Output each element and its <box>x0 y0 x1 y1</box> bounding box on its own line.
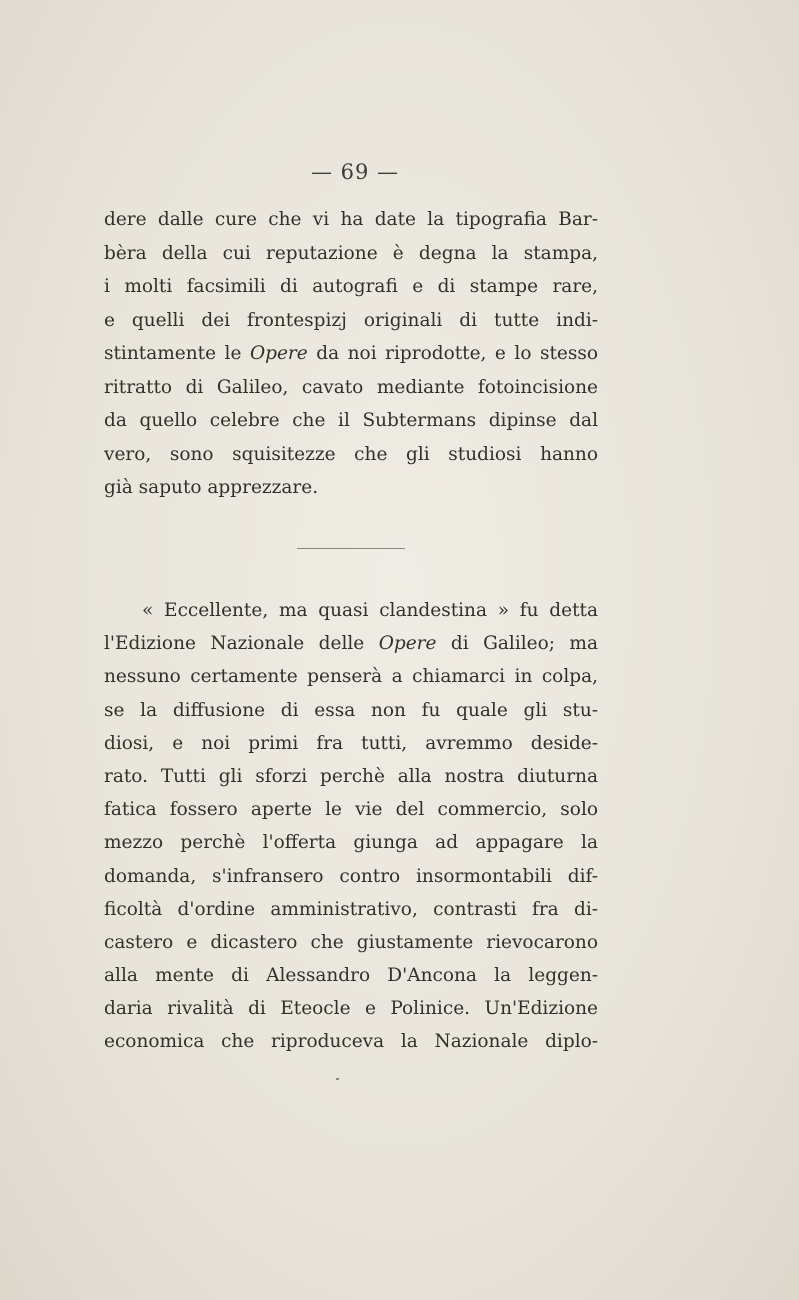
text-line <box>104 627 598 660</box>
italic-title-opere: Opere <box>378 633 437 655</box>
text-line: mezzo perchè l'offerta giunga ad appagare la <box>104 832 598 854</box>
text-line: nessuno certamente penserà a chiamarci in colpa, <box>104 666 598 688</box>
text-line: dere dalle cure che vi ha date la tipografia Bar- <box>104 209 598 230</box>
text-line: fatica fossero aperte le vie del commercio, solo <box>104 799 598 821</box>
text-line <box>104 337 598 371</box>
text-line: « Eccellente, ma quasi clandestina » fu detta <box>142 600 598 621</box>
text-line: già saputo apprezzare. <box>104 477 319 498</box>
text-line: ritratto di Galileo, cavato mediante fotoincisione <box>104 376 598 398</box>
text-line: castero e dicastero che giustamente rievocarono <box>104 931 598 953</box>
text-line: ficoltà d'ordine amministrativo, contrasti fra di- <box>104 898 598 920</box>
text-line: rato. Tutti gli sforzi perchè alla nostra diuturna <box>104 765 598 787</box>
text-segment: stintamente le <box>104 343 250 364</box>
text-segment: da noi riprodotte, e lo stesso <box>307 343 598 364</box>
text-line: domanda, s'infransero contro insormontabili dif- <box>104 865 598 887</box>
text-line: da quello celebre che il Subtermans dipinse dal <box>104 410 598 431</box>
paragraph-1 <box>104 203 598 505</box>
text-line: vero, sono squisitezze che gli studiosi hanno <box>104 443 598 465</box>
ink-speck <box>336 1078 339 1080</box>
italic-title-opere: Opere <box>249 343 308 364</box>
text-segment: l'Edizione Nazionale delle <box>104 633 379 655</box>
section-divider <box>297 548 405 549</box>
text-segment: di Galileo; ma <box>436 633 598 655</box>
text-line: alla mente di Alessandro D'Ancona la leggen- <box>104 965 598 987</box>
text-line: economica che riproduceva la Nazionale diplo- <box>104 1031 598 1053</box>
text-line: diosi, e noi primi fra tutti, avremmo deside- <box>104 732 598 754</box>
text-line: i molti facsimili di autografi e di stampe rare, <box>104 276 598 297</box>
paragraph-2 <box>104 594 598 1059</box>
text-line: se la diffusione di essa non fu quale gli stu- <box>104 699 598 721</box>
page-number: — 69 — <box>310 160 400 184</box>
text-line: daria rivalità di Eteocle e Polinice. Un'Edizione <box>104 998 598 1020</box>
text-line: e quelli dei frontespizj originali di tutte indi- <box>104 309 598 331</box>
text-line: bèra della cui reputazione è degna la stampa, <box>104 242 598 264</box>
